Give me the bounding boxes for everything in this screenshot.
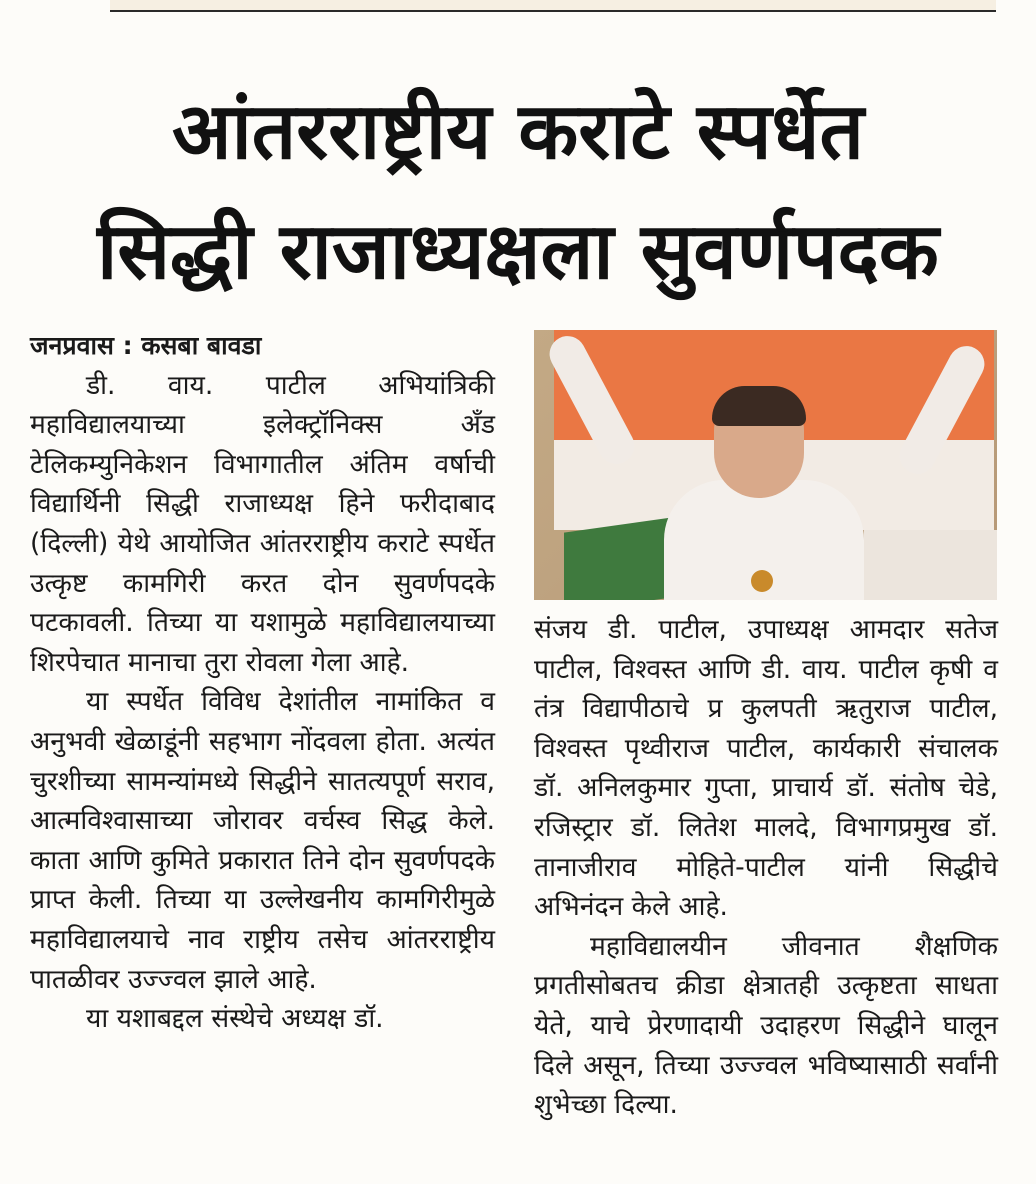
headline-line-1: आंतरराष्ट्रीय कराटे स्पर्धेत: [172, 87, 864, 177]
medal-icon: [751, 570, 773, 592]
headline: [20, 72, 1016, 312]
flag-white-lower: [864, 530, 997, 600]
paragraph: डी. वाय. पाटील अभियांत्रिकी महाविद्यालयाच्या इलेक्ट्रॉनिक्स अँड टेलिकम्युनिकेशन विभागातील अंतिम वर्षाची विद्यार्थिनी सिद्धी राजाध्यक्ष हिने फरीदाबाद (दिल्ली) येथे आयोजित आंतरराष्ट्रीय कराटे स्पर्धेत उत्कृष्ट कामगिरी करत दोन सुवर्णपदके पटकावली. तिच्या या यशामुळे महाविद्यालयाच्या शिरपेचात मानाचा तुरा रोवला गेला आहे.: [30, 369, 495, 678]
paragraph: महाविद्यालयीन जीवनात शैक्षणिक प्रगतीसोबतच क्रीडा क्षेत्रातही उत्कृष्टता साधता येते, याचे प्रेरणादायी उदाहरण सिद्धीने घालून दिले असून, तिच्या उज्ज्वल भविष्यासाठी सर्वांनी शुभेच्छा दिल्या.: [534, 930, 998, 1121]
paragraph: या यशाबद्दल संस्थेचे अध्यक्ष डॉ.: [86, 1003, 384, 1035]
headline-line-2: सिद्धी राजाध्यक्षला सुवर्णपदक: [97, 207, 939, 297]
paragraph: संजय डी. पाटील, उपाध्यक्ष आमदार सतेज पाटील, विश्वस्त आणि डी. वाय. पाटील कृषी व तंत्र विद्यापीठाचे प्र कुलपती ऋतुराज पाटील, विश्वस्त पृथ्वीराज पाटील, कार्यकारी संचालक डॉ. अनिलकुमार गुप्ता, प्राचार्य डॉ. संतोष चेडे, रजिस्ट्रार डॉ. लितेश मालदे, विभागप्रमुख डॉ. तानाजीराव मोहिते-पाटील यांनी सिद्धीचे अभिनंदन केले आहे.: [534, 614, 998, 923]
athlete-hair: [712, 386, 806, 426]
paragraph: या स्पर्धेत विविध देशांतील नामांकित व अनुभवी खेळाडूंनी सहभाग नोंदवला होता. अत्यंत चुरशीच्या सामन्यांमध्ये सिद्धीने सातत्यपूर्ण सराव, आत्मविश्वासाच्या जोरावर वर्चस्व सिद्ध केले. काता आणि कुमिते प्रकारात तिने दोन सुवर्णपदके प्राप्त केली. तिच्या या उल्लेखनीय कामगिरीमुळे महाविद्यालयाचे नाव राष्ट्रीय तसेच आंतरराष्ट्रीय पातळीवर उज्ज्वल झाले आहे.: [30, 686, 495, 995]
article-column-left: [30, 326, 495, 1039]
article-column-right: [534, 610, 998, 1125]
top-rule: [110, 0, 996, 12]
dateline: जनप्रवास : कसबा बावडा: [30, 331, 262, 360]
article-photo: [534, 330, 997, 600]
